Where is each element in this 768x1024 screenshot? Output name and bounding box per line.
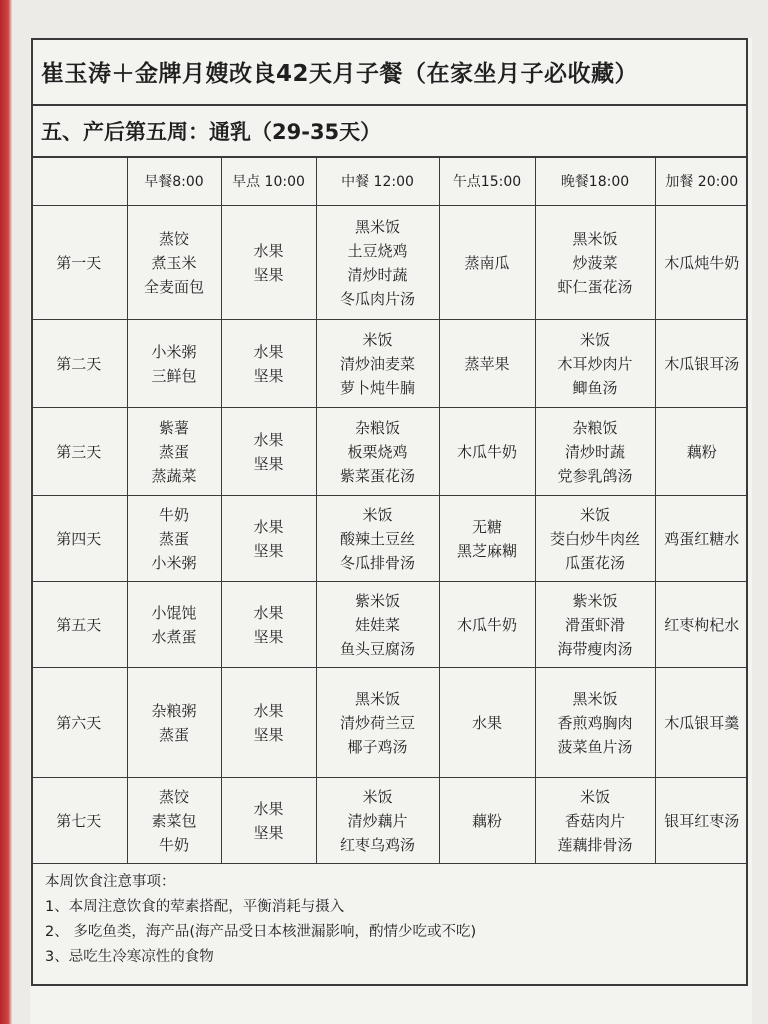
meal-time-header: 午点15:00	[439, 158, 535, 206]
dish-name: 杂粮粥	[151, 701, 197, 720]
meal-cell	[535, 582, 655, 668]
dish-name: 滑蛋虾滑	[564, 615, 625, 634]
dish-name: 紫米饭	[572, 591, 618, 610]
dish-name: 香煎鸡胸肉	[557, 713, 633, 732]
meal-cell	[221, 778, 316, 864]
dish-name: 小米粥	[151, 342, 197, 361]
dish-name: 坚果	[253, 627, 284, 646]
meal-cell	[655, 496, 748, 582]
dish-name: 酸辣土豆丝	[339, 529, 415, 548]
meal-cell	[316, 496, 439, 582]
day-row	[31, 668, 748, 778]
dish-name: 蒸饺	[158, 229, 189, 248]
meal-cell	[221, 206, 316, 320]
dish-name: 瓜蛋花汤	[564, 553, 625, 572]
meal-cell	[316, 668, 439, 778]
dish-name: 鲫鱼汤	[572, 378, 618, 397]
day-label: 第七天	[31, 778, 127, 864]
meal-cell	[655, 778, 748, 864]
meal-cell	[221, 582, 316, 668]
dish-name: 银耳红枣汤	[664, 811, 740, 830]
meal-plan-body	[31, 158, 748, 864]
dish-name: 水果	[253, 430, 284, 449]
meal-cell	[316, 408, 439, 496]
dish-name: 蒸饺	[158, 787, 189, 806]
dish-name: 清炒时蔬	[564, 442, 625, 461]
dish-name: 水果	[253, 701, 284, 720]
day-label: 第六天	[31, 668, 127, 778]
dish-name: 清炒油麦菜	[339, 354, 415, 373]
dish-name: 牛奶	[158, 505, 189, 524]
meal-plan-table	[31, 158, 748, 864]
day-label: 第一天	[31, 206, 127, 320]
dish-name: 黑米饭	[354, 217, 400, 236]
dish-name: 米饭	[362, 505, 393, 524]
meal-cell	[439, 496, 535, 582]
dish-name: 菠菜鱼片汤	[557, 737, 633, 756]
header-row	[31, 158, 748, 206]
meal-cell	[655, 320, 748, 408]
meal-cell	[127, 206, 221, 320]
dish-name: 水煮蛋	[151, 627, 197, 646]
dish-name: 紫米饭	[354, 591, 400, 610]
meal-cell	[439, 582, 535, 668]
dish-name: 坚果	[253, 265, 284, 284]
dish-name: 蒸苹果	[464, 354, 510, 373]
day-row	[31, 496, 748, 582]
meal-cell	[439, 668, 535, 778]
dish-name: 水果	[253, 241, 284, 260]
dish-name: 木耳炒肉片	[557, 354, 633, 373]
dish-name: 鸡蛋红糖水	[664, 529, 740, 548]
meal-cell	[221, 320, 316, 408]
dish-name: 清炒藕片	[347, 811, 408, 830]
dish-name: 萝卜炖牛腩	[339, 378, 415, 397]
meal-cell	[535, 206, 655, 320]
meal-cell	[535, 408, 655, 496]
meal-cell	[127, 496, 221, 582]
red-surface-edge	[0, 0, 12, 1024]
dish-name: 黑米饭	[572, 689, 618, 708]
dish-name: 木瓜炖牛奶	[664, 253, 740, 272]
dish-name: 木瓜牛奶	[456, 442, 517, 461]
day-label: 第二天	[31, 320, 127, 408]
dish-name: 黑米饭	[572, 229, 618, 248]
meal-cell	[316, 320, 439, 408]
dish-name: 紫菜蛋花汤	[339, 466, 415, 485]
day-row	[31, 778, 748, 864]
meal-cell	[655, 582, 748, 668]
dish-name: 茭白炒牛肉丝	[549, 529, 640, 548]
dish-name: 蒸南瓜	[464, 253, 510, 272]
dish-name: 米饭	[362, 330, 393, 349]
dish-name: 黑芝麻糊	[456, 541, 517, 560]
dish-name: 黑米饭	[354, 689, 400, 708]
meal-cell	[316, 778, 439, 864]
dish-name: 煮玉米	[151, 253, 197, 272]
meal-cell	[127, 582, 221, 668]
dish-name: 海带瘦肉汤	[557, 639, 633, 658]
dish-name: 杂粮饭	[572, 418, 618, 437]
corner-cell	[31, 158, 127, 206]
meal-cell	[316, 582, 439, 668]
dish-name: 蒸蛋	[158, 725, 189, 744]
meal-cell	[316, 206, 439, 320]
dish-name: 红枣乌鸡汤	[339, 835, 415, 854]
dish-name: 三鲜包	[151, 366, 197, 385]
page-title: 崔玉涛＋金牌月嫂改良42天月子餐（在家坐月子必收藏）	[31, 38, 748, 106]
dish-name: 水果	[253, 517, 284, 536]
dish-name: 米饭	[362, 787, 393, 806]
meal-cell	[535, 668, 655, 778]
meal-cell	[535, 320, 655, 408]
day-row	[31, 206, 748, 320]
dish-name: 土豆烧鸡	[347, 241, 408, 260]
dish-name: 米饭	[579, 330, 610, 349]
meal-cell	[439, 206, 535, 320]
day-label: 第四天	[31, 496, 127, 582]
dish-name: 香菇肉片	[564, 811, 625, 830]
dish-name: 素菜包	[151, 811, 197, 830]
meal-cell	[439, 408, 535, 496]
dish-name: 炒菠菜	[572, 253, 618, 272]
dish-name: 紫薯	[158, 418, 189, 437]
meal-cell	[221, 668, 316, 778]
dish-name: 牛奶	[158, 835, 189, 854]
dish-name: 清炒时蔬	[347, 265, 408, 284]
dish-name: 水果	[253, 799, 284, 818]
meal-cell	[655, 206, 748, 320]
dish-name: 虾仁蛋花汤	[557, 277, 633, 296]
dish-name: 红枣枸杞水	[664, 615, 740, 634]
meal-cell	[535, 496, 655, 582]
dish-name: 坚果	[253, 454, 284, 473]
dish-name: 坚果	[253, 823, 284, 842]
dish-name: 坚果	[253, 541, 284, 560]
dish-name: 冬瓜排骨汤	[339, 553, 415, 572]
meal-cell	[655, 668, 748, 778]
day-label: 第三天	[31, 408, 127, 496]
dish-name: 水果	[253, 342, 284, 361]
dish-name: 无糖	[471, 517, 502, 536]
meal-cell	[439, 778, 535, 864]
dish-name: 椰子鸡汤	[347, 737, 408, 756]
dish-name: 小馄饨	[151, 603, 197, 622]
dish-name: 全麦面包	[143, 277, 204, 296]
dish-name: 米饭	[579, 505, 610, 524]
dish-name: 清炒荷兰豆	[339, 713, 415, 732]
dish-name: 水果	[253, 603, 284, 622]
day-row	[31, 320, 748, 408]
dish-name: 坚果	[253, 725, 284, 744]
weekly-notes	[31, 862, 748, 986]
meal-cell	[127, 778, 221, 864]
day-row	[31, 408, 748, 496]
meal-time-header: 早点 10:00	[221, 158, 316, 206]
dish-name: 木瓜银耳汤	[664, 354, 740, 373]
meal-time-header: 早餐8:00	[127, 158, 221, 206]
dish-name: 木瓜银耳羹	[664, 713, 740, 732]
day-label: 第五天	[31, 582, 127, 668]
note-item: 2、 多吃鱼类，海产品(海产品受日本核泄漏影响，酌情少吃或不吃)	[45, 924, 477, 940]
week-subtitle: 五、产后第五周：通乳（29-35天）	[31, 106, 748, 158]
dish-name: 党参乳鸽汤	[557, 466, 633, 485]
dish-name: 蒸蛋	[158, 529, 189, 548]
dish-name: 藕粉	[471, 811, 502, 830]
meal-time-header: 晚餐18:00	[535, 158, 655, 206]
notes-heading: 本周饮食注意事项：	[45, 874, 176, 890]
meal-cell	[127, 668, 221, 778]
dish-name: 蒸蛋	[158, 442, 189, 461]
dish-name: 板栗烧鸡	[347, 442, 408, 461]
dish-name: 娃娃菜	[354, 615, 400, 634]
dish-name: 鱼头豆腐汤	[339, 639, 415, 658]
day-row	[31, 582, 748, 668]
dish-name: 杂粮饭	[354, 418, 400, 437]
dish-name: 木瓜牛奶	[456, 615, 517, 634]
meal-cell	[221, 408, 316, 496]
dish-name: 坚果	[253, 366, 284, 385]
meal-cell	[535, 778, 655, 864]
dish-name: 藕粉	[686, 442, 717, 461]
dish-name: 小米粥	[151, 553, 197, 572]
note-item: 3、忌吃生冷寒凉性的食物	[45, 949, 214, 965]
note-item: 1、本周注意饮食的荤素搭配，平衡消耗与摄入	[45, 899, 345, 915]
dish-name: 蒸蔬菜	[151, 466, 197, 485]
meal-time-header: 中餐 12:00	[316, 158, 439, 206]
meal-cell	[655, 408, 748, 496]
dish-name: 水果	[471, 713, 502, 732]
dish-name: 米饭	[579, 787, 610, 806]
meal-cell	[127, 320, 221, 408]
meal-cell	[127, 408, 221, 496]
dish-name: 冬瓜肉片汤	[339, 289, 415, 308]
meal-cell	[221, 496, 316, 582]
meal-time-header: 加餐 20:00	[655, 158, 748, 206]
dish-name: 莲藕排骨汤	[557, 835, 633, 854]
meal-cell	[439, 320, 535, 408]
